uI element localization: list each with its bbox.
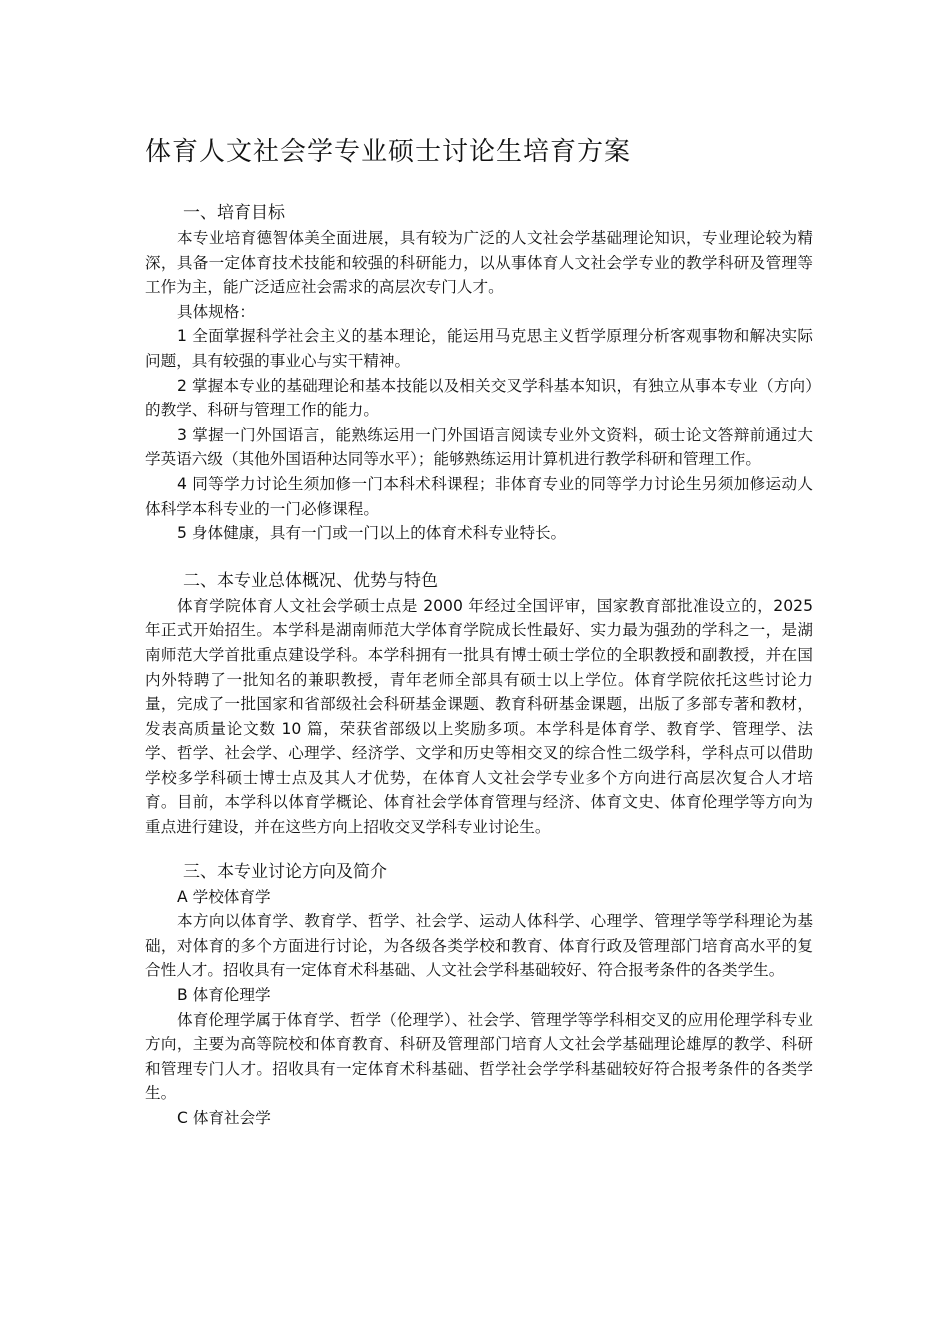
paragraph: 3 掌握一门外国语言，能熟练运用一门外国语言阅读专业外文资料，硕士论文答辩前通过大学英语六级（其他外国语种达同等水平）；能够熟练运用计算机进行教学科研和管理工作。	[145, 425, 813, 469]
paragraph: 本专业培育德智体美全面进展，具有较为广泛的人文社会学基础理论知识，专业理论较为精深，具备一定体育技术技能和较强的科研能力，以从事体育人文社会学专业的教学科研及管理等工作为主，能广泛适应社会需求的高层次专门人才。	[145, 229, 813, 297]
paragraph: 体育伦理学属于体育学、哲学（伦理学）、社会学、管理学等学科相交叉的应用伦理学科专业方向，主要为高等院校和体育教育、科研及管理部门培育人文社会学基础理论雄厚的教学、科研和管理专门人才。招收具有一定体育术科基础、哲学社会学学科基础较好符合报考条件的各类学生。	[145, 1010, 813, 1103]
paragraph: 体育学院体育人文社会学硕士点是 2000 年经过全国评审，国家教育部批准设立的，2025 年正式开始招生。本学科是湖南师范大学体育学院成长性最好、实力最为强劲的学科之一，是湖南师范大学首批重点建设学科。本学科拥有一批具有博士硕士学位的全职教授和副教授，并在国内外特聘了一批知名的兼职教授，青年老师全部具有硕士以上学位。体育学院依托这些讨论力量，完成了一批国家和省部级社会科研基金课题、教育科研基金课题，出版了多部专著和教材，发表高质量论文数 10 篇，荣获省部级以上奖励多项。本学科是体育学、教育学、管理学、法学、哲学、社会学、心理学、经济学、文学和历史等相交叉的综合性二级学科，学科点可以借助学校多学科硕士博士点及其人才优势，在体育人文社会学专业多个方向进行高层次复合人才培育。目前，本学科以体育学概论、体育社会学体育管理与经济、体育文史、体育伦理学等方向为重点进行建设，并在这些方向上招收交叉学科专业讨论生。	[145, 596, 813, 837]
section-heading: 三、本专业讨论方向及简介	[183, 861, 387, 882]
paragraph: 具体规格：	[177, 302, 255, 321]
section-heading: 二、本专业总体概况、优势与特色	[183, 570, 438, 591]
section-heading: 一、培育目标	[183, 203, 285, 223]
document-title: 体育人文社会学专业硕士讨论生培育方案	[145, 137, 632, 167]
paragraph: 5 身体健康，具有一门或一门以上的体育术科专业特长。	[177, 524, 567, 543]
subheading: A 学校体育学	[177, 887, 271, 906]
document-body	[145, 200, 813, 1131]
paragraph: 本方向以体育学、教育学、哲学、社会学、运动人体科学、心理学、管理学等学科理论为基础，对体育的多个方面进行讨论，为各级各类学校和教育、体育行政及管理部门培育高水平的复合性人才。招收具有一定体育术科基础、人文社会学科基础较好、符合报考条件的各类学生。	[145, 912, 813, 980]
paragraph: 1 全面掌握科学社会主义的基本理论，能运用马克思主义哲学原理分析客观事物和解决实际问题，具有较强的事业心与实干精神。	[145, 327, 813, 370]
paragraph: 2 掌握本专业的基础理论和基本技能以及相关交叉学科基本知识，有独立从事本专业（方向）的教学、科研与管理工作的能力。	[145, 376, 813, 420]
subheading: B 体育伦理学	[177, 986, 271, 1005]
section-spacer	[145, 840, 813, 859]
paragraph: 4 同等学力讨论生须加修一门本科术科课程；非体育专业的同等学力讨论生另须加修运动人体科学本科专业的一门必修课程。	[145, 474, 813, 518]
section-spacer	[145, 546, 813, 568]
subheading: C 体育社会学	[177, 1109, 271, 1127]
